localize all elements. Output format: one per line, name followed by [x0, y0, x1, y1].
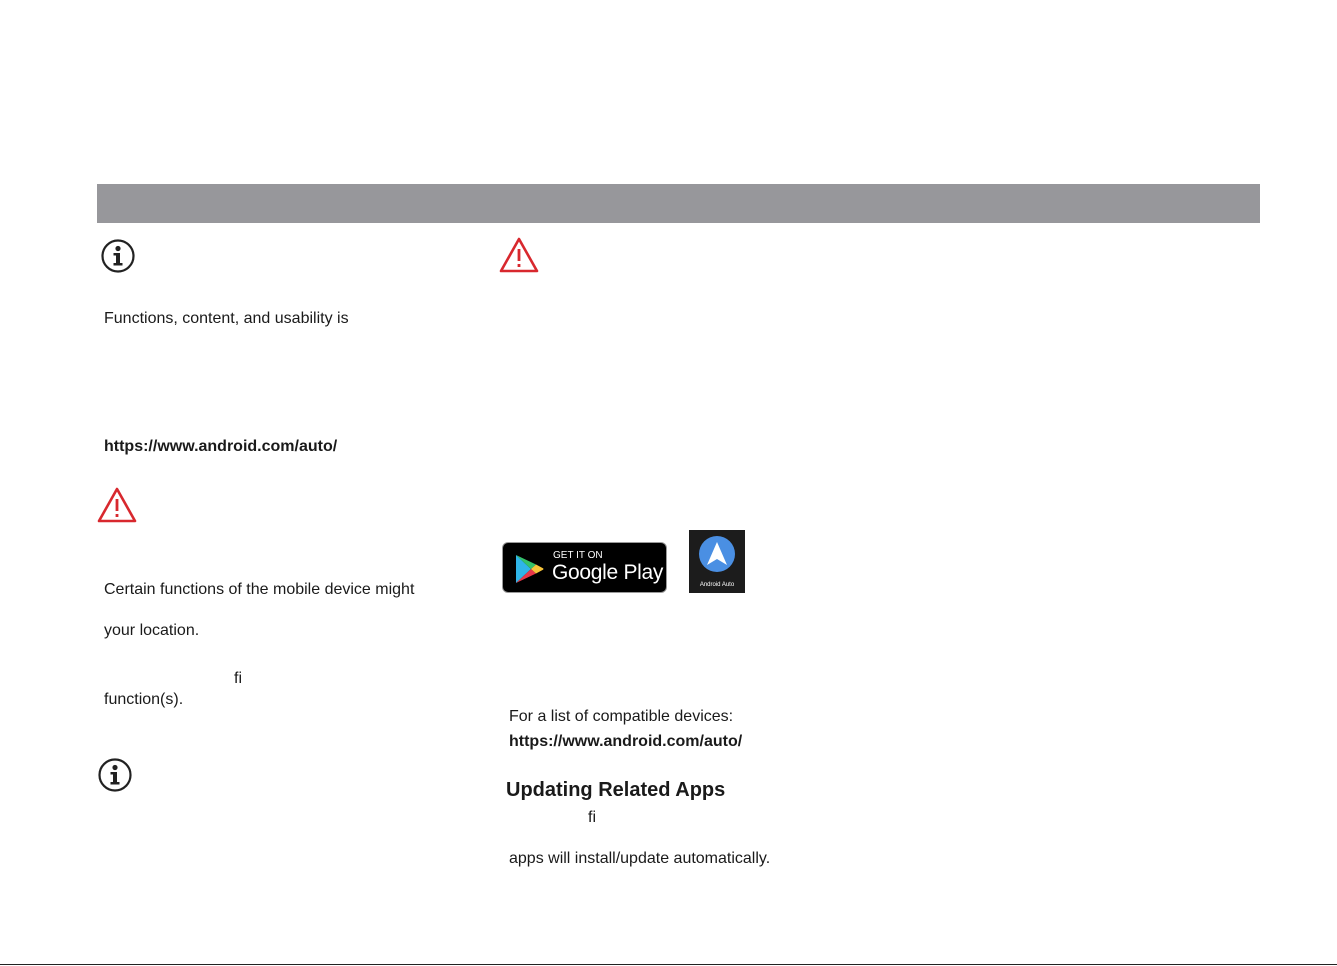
android-auto-label: Android Auto	[699, 582, 735, 588]
google-play-small-text: GET IT ON	[553, 550, 603, 561]
bottom-rule	[0, 964, 1337, 965]
android-auto-link[interactable]: https://www.android.com/auto/	[104, 438, 338, 455]
updating-text: apps will install/update automatically.	[509, 850, 771, 867]
android-auto-icon	[698, 535, 736, 573]
google-play-big-text: Google Play	[552, 561, 664, 584]
google-play-badge[interactable]	[502, 542, 667, 593]
updating-text-fragment: fi	[588, 809, 596, 826]
google-play-icon	[513, 554, 545, 584]
updating-related-apps-heading: Updating Related Apps	[506, 779, 726, 801]
warning-text-line: Certain functions of the mobile device might	[104, 581, 415, 598]
android-auto-app-tile[interactable]	[689, 530, 745, 593]
info-icon	[97, 757, 133, 793]
info-icon	[100, 238, 136, 274]
warning-text-line: your location.	[104, 622, 200, 639]
warning-icon	[96, 486, 138, 524]
compatible-devices-text: For a list of compatible devices:	[509, 708, 734, 725]
warning-text-line: function(s).	[104, 691, 184, 708]
section-header-bar	[97, 184, 1260, 223]
warning-icon	[498, 236, 540, 274]
note-text: Functions, content, and usability is	[104, 310, 349, 327]
warning-text-fragment: fi	[234, 670, 242, 687]
compatible-devices-link[interactable]: https://www.android.com/auto/	[509, 733, 743, 750]
